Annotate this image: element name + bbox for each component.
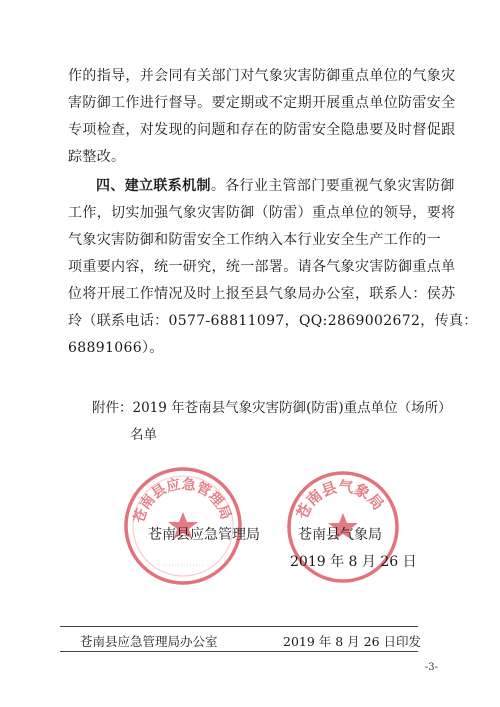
attachment-line: 附件：2019 年苍南县气象灾害防御(防雷)重点单位（场所） xyxy=(92,400,452,416)
seal-serial: ·············· xyxy=(161,563,205,569)
section-4-text: 。各行业主管部门要重视气象灾害防御 xyxy=(210,178,455,194)
section-4-line: 工作，切实加强气象灾害防御（防雷）重点单位的领导，要将 xyxy=(68,205,456,221)
svg-text:苍南县应急管理局: 苍南县应急管理局 xyxy=(131,476,234,526)
footer-date: 2019 年 8 月 26 日印发 xyxy=(283,634,422,649)
section-4-line: 68891066）。 xyxy=(68,340,164,356)
section-4-first-line xyxy=(96,178,455,194)
section-4-line: 气象灾害防御和防雷安全工作纳入本行业安全生产工作的一 xyxy=(68,232,442,248)
svg-text:苍南县气象局: 苍南县气象局 xyxy=(292,477,388,523)
footer-top-rule xyxy=(60,626,418,627)
section-4-heading: 四、建立联系机制 xyxy=(96,178,211,194)
body-line: 害防御工作进行督导。要定期或不定期开展重点单位防雷安全 xyxy=(68,95,456,111)
body-line: 作的指导，并会同有关部门对气象灾害防御重点单位的气象灾 xyxy=(68,68,456,84)
footer-issuer: 苍南县应急管理局办公室 xyxy=(80,634,218,649)
section-4-line: 玲（联系电话：0577-68811097，QQ:2869002672，传真： xyxy=(68,313,478,329)
body-line: 专项检查，对发现的问题和存在的防雷安全隐患要及时督促跟 xyxy=(68,122,456,138)
footer-bottom-rule xyxy=(60,651,418,652)
section-4-line: 位将开展工作情况及时上报至县气象局办公室，联系人：侯苏 xyxy=(68,286,456,302)
body-line: 踪整改。 xyxy=(68,149,126,165)
section-4-line: 项重要内容，统一研究，统一部署。请各气象灾害防御重点单 xyxy=(68,259,456,275)
right-signature-org: 苍南县气象局 xyxy=(298,527,382,543)
attachment-line: 名单 xyxy=(130,427,157,443)
left-signature-org: 苍南县应急管理局 xyxy=(148,527,260,543)
page-number: -3- xyxy=(424,662,438,673)
signature-date: 2019 年 8 月 26 日 xyxy=(290,554,417,570)
